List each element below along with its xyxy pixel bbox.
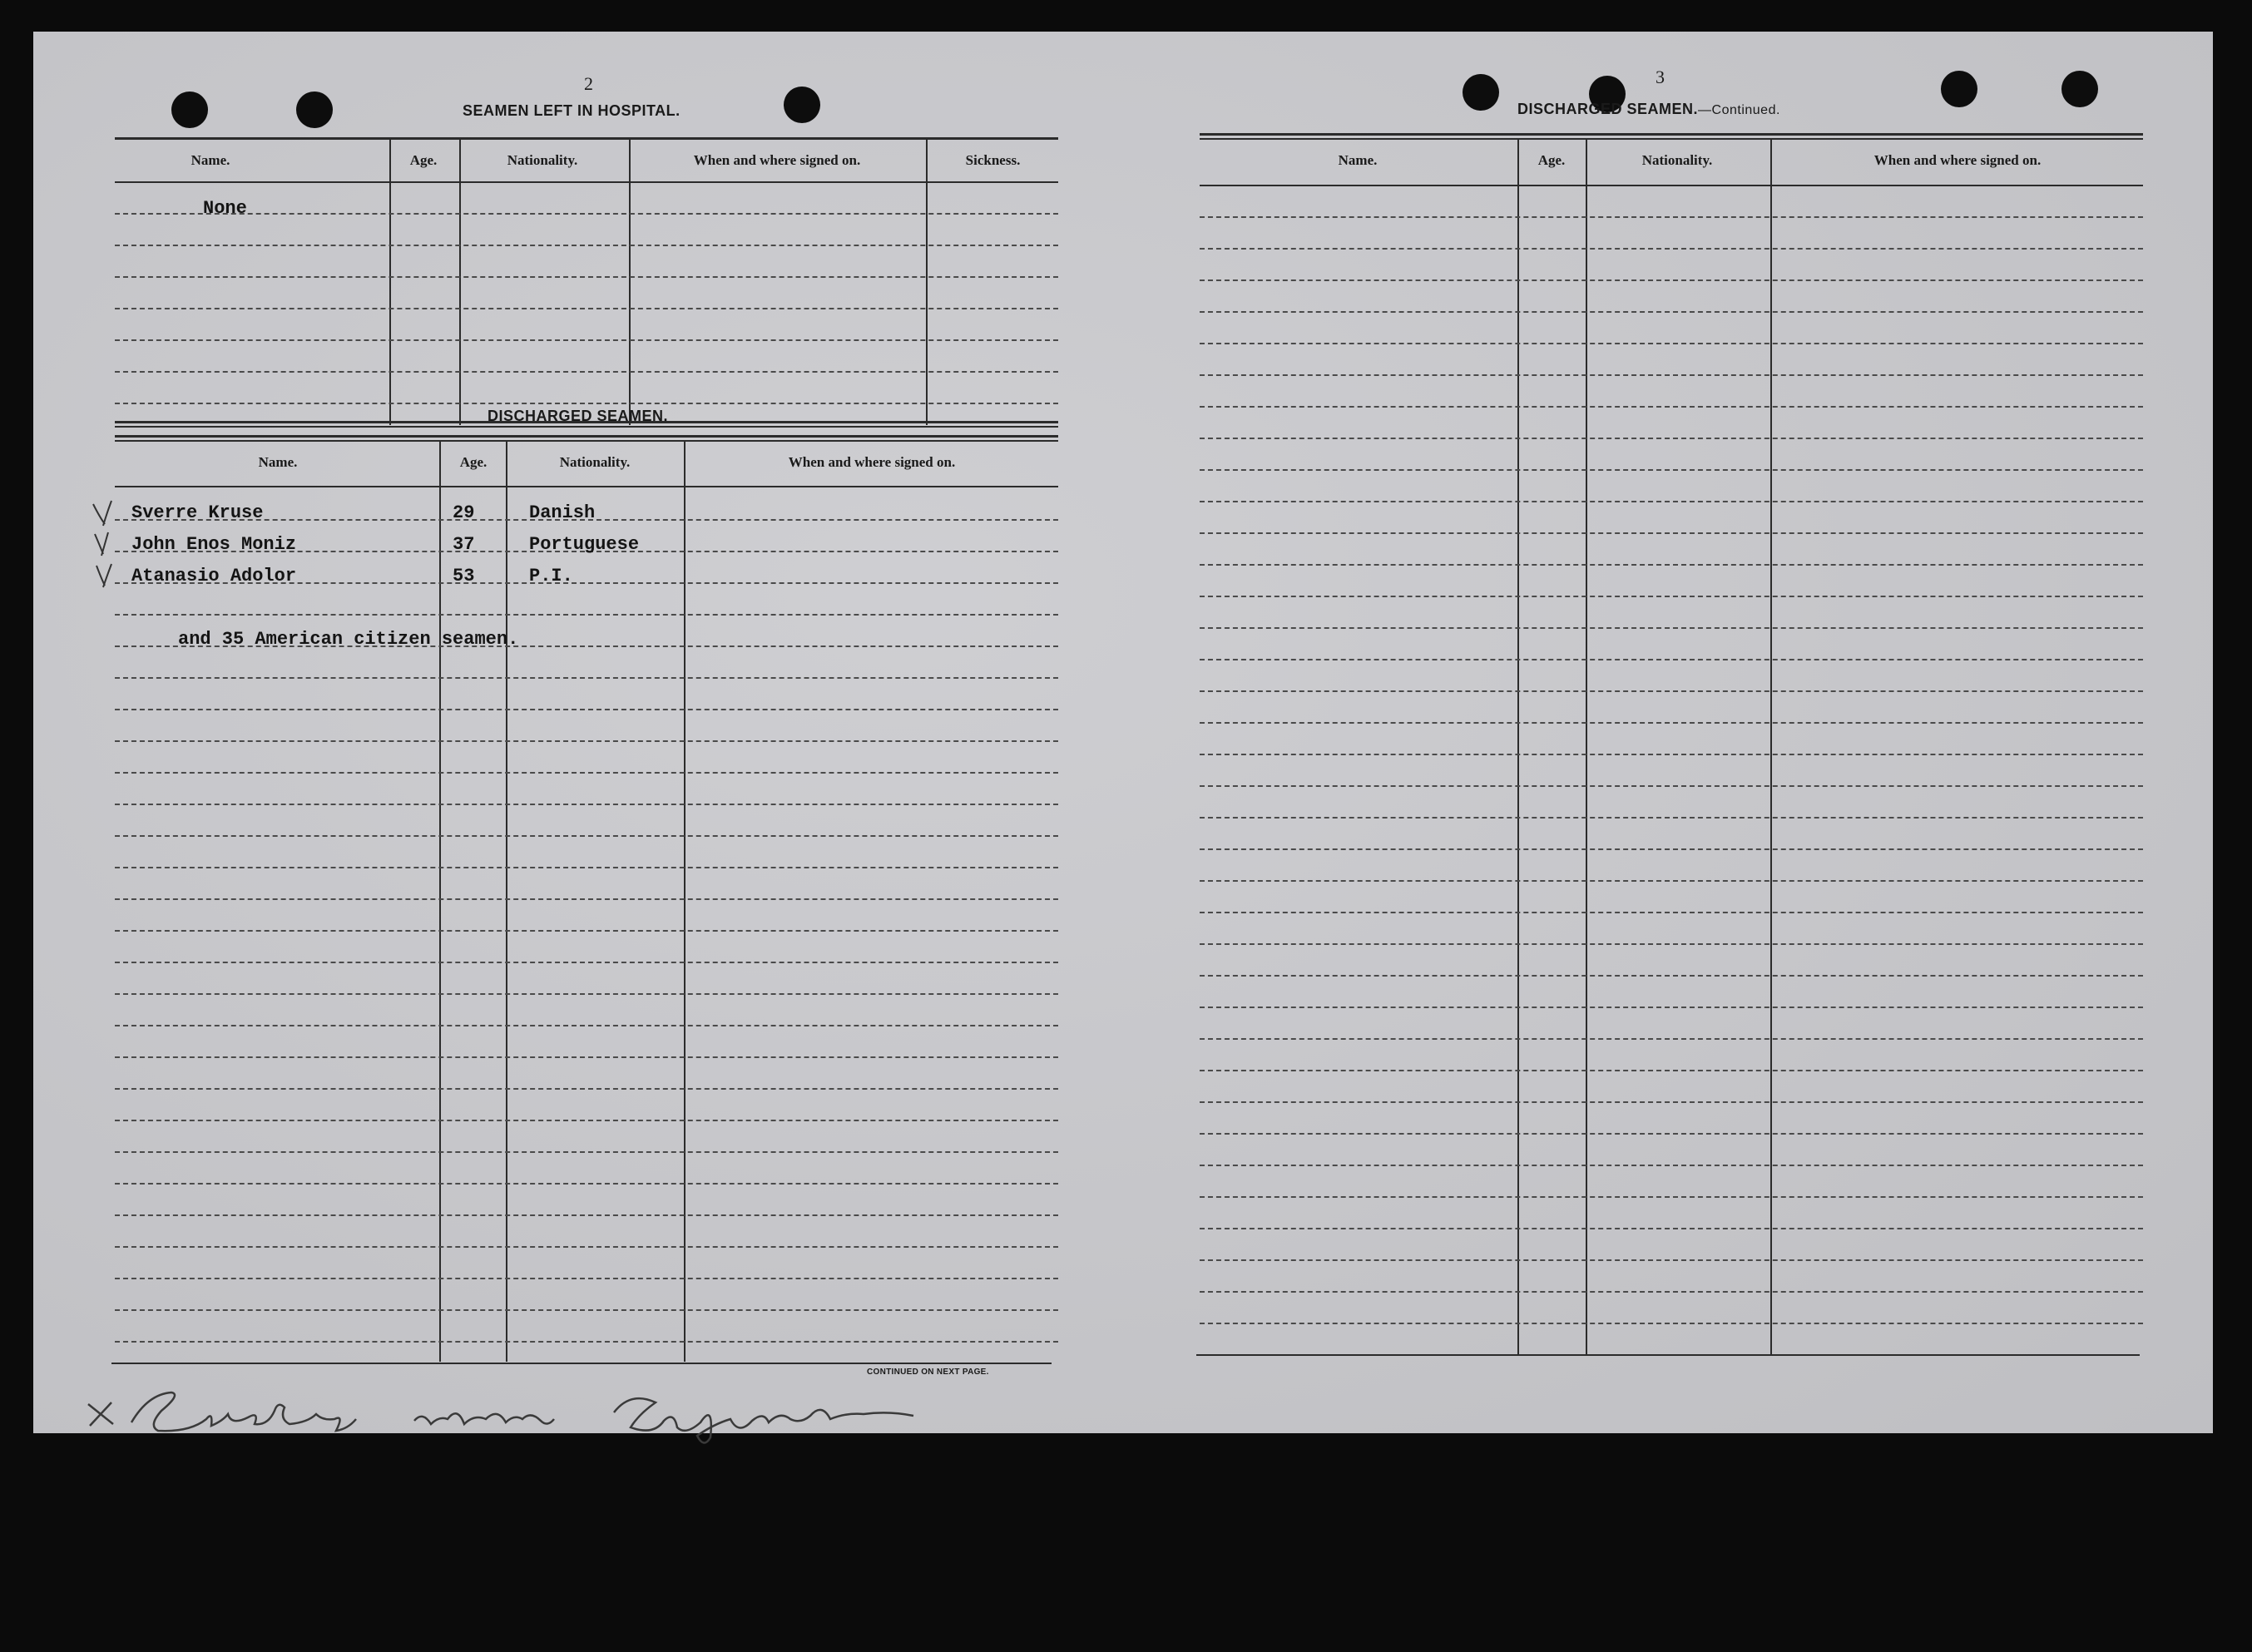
ruled-line xyxy=(1200,501,2143,502)
hospital-col-signed-on: When and where signed on. xyxy=(693,152,861,168)
seaman-age: 53 xyxy=(453,566,475,586)
rule xyxy=(1196,1354,2140,1356)
rule xyxy=(111,1363,1052,1364)
right-col-divider xyxy=(1586,138,1587,1354)
seaman-nationality: Danish xyxy=(529,502,596,523)
ruled-line xyxy=(115,962,1058,963)
right-col-divider xyxy=(1517,138,1519,1354)
ruled-line xyxy=(115,1214,1058,1216)
ruled-line xyxy=(1200,1196,2143,1198)
hospital-col-nationality: Nationality. xyxy=(507,152,578,168)
ruled-line xyxy=(1200,406,2143,408)
punch-hole xyxy=(2061,71,2098,107)
rule xyxy=(115,435,1058,438)
ruled-line xyxy=(1200,1101,2143,1103)
ruled-line xyxy=(1200,564,2143,566)
seaman-name: John Enos Moniz xyxy=(131,534,297,555)
right-page-number: 3 xyxy=(1656,67,1665,87)
american-seamen-note: and 35 American citizen seamen. xyxy=(178,629,519,650)
ruled-line xyxy=(115,740,1058,742)
ruled-line xyxy=(115,1246,1058,1248)
discharged-col-divider xyxy=(684,440,685,1362)
ruled-line xyxy=(1200,975,2143,977)
discharged-col-signed-on: When and where signed on. xyxy=(788,454,956,470)
ruled-line xyxy=(1200,659,2143,660)
ruled-line xyxy=(1200,722,2143,724)
ruled-line xyxy=(1200,1007,2143,1008)
ruled-line xyxy=(115,1183,1058,1185)
ruled-line xyxy=(115,339,1058,341)
ruled-line xyxy=(1200,848,2143,850)
ruled-line xyxy=(1200,943,2143,945)
right-col-divider xyxy=(1770,138,1772,1354)
hospital-col-name: Name. xyxy=(191,152,230,168)
right-section-title-main: DISCHARGED SEAMEN. xyxy=(1517,101,1699,117)
ruled-line xyxy=(115,1120,1058,1121)
ruled-line xyxy=(1200,596,2143,597)
right-col-age: Age. xyxy=(1537,152,1566,168)
right-col-name: Name. xyxy=(1338,152,1378,168)
rule xyxy=(115,426,1058,428)
ruled-line xyxy=(115,898,1058,900)
seaman-age: 29 xyxy=(453,502,475,523)
right-col-signed-on: When and where signed on. xyxy=(1873,152,2042,168)
ruled-line xyxy=(115,772,1058,774)
ruled-line xyxy=(1200,1323,2143,1324)
rule xyxy=(1200,185,2143,186)
hospital-col-sickness: Sickness. xyxy=(965,152,1021,168)
punch-hole xyxy=(784,87,820,123)
right-section-title xyxy=(1517,101,1780,118)
ruled-line xyxy=(115,804,1058,805)
ruled-line xyxy=(115,1025,1058,1026)
ruled-line xyxy=(115,835,1058,837)
ruled-line xyxy=(115,1278,1058,1279)
rule xyxy=(115,181,1058,183)
discharged-col-divider xyxy=(506,440,507,1362)
ruled-line xyxy=(1200,912,2143,913)
ruled-line xyxy=(1200,1228,2143,1229)
right-col-nationality: Nationality. xyxy=(1641,152,1713,168)
discharged-col-name: Name. xyxy=(258,454,298,470)
ruled-line xyxy=(115,308,1058,309)
ruled-line xyxy=(115,245,1058,246)
seaman-nationality: P.I. xyxy=(529,566,573,586)
ruled-line xyxy=(1200,785,2143,787)
rule xyxy=(1200,138,2143,140)
ruled-line xyxy=(115,1088,1058,1090)
punch-hole xyxy=(1941,71,1977,107)
ruled-line xyxy=(1200,279,2143,281)
ruled-line xyxy=(1200,311,2143,313)
rule xyxy=(115,137,1058,140)
ruled-line xyxy=(1200,1165,2143,1166)
ruled-line xyxy=(115,867,1058,868)
seaman-name: Atanasio Adolor xyxy=(131,566,297,586)
handwritten-note xyxy=(82,1377,997,1452)
ruled-line xyxy=(115,614,1058,616)
ruled-line xyxy=(1200,1133,2143,1135)
ruled-line xyxy=(115,677,1058,679)
ruled-line xyxy=(115,403,1058,404)
ruled-line xyxy=(115,1056,1058,1058)
hospital-col-divider xyxy=(629,137,631,425)
hospital-section-title: SEAMEN LEFT IN HOSPITAL. xyxy=(463,102,681,119)
seaman-name: Sverre Kruse xyxy=(131,502,264,523)
ruled-line xyxy=(1200,216,2143,218)
discharged-col-age: Age. xyxy=(459,454,488,470)
ruled-line xyxy=(115,993,1058,995)
ruled-line xyxy=(1200,880,2143,882)
punch-hole xyxy=(171,92,208,128)
discharged-col-nationality: Nationality. xyxy=(559,454,631,470)
rule xyxy=(115,486,1058,487)
ruled-line xyxy=(115,709,1058,710)
ruled-line xyxy=(1200,469,2143,471)
ruled-line xyxy=(1200,1291,2143,1293)
ruled-line xyxy=(115,930,1058,932)
hospital-entry: None xyxy=(203,198,247,219)
ruled-line xyxy=(1200,532,2143,534)
rule xyxy=(1200,133,2143,136)
ruled-line xyxy=(115,213,1058,215)
ruled-line xyxy=(1200,817,2143,819)
ruled-line xyxy=(115,1151,1058,1153)
ruled-line xyxy=(1200,248,2143,250)
rule xyxy=(115,440,1058,442)
ruled-line xyxy=(1200,754,2143,755)
ruled-line xyxy=(1200,1038,2143,1040)
punch-hole xyxy=(296,92,333,128)
left-page-number: 2 xyxy=(584,73,593,94)
hospital-col-divider xyxy=(926,137,928,425)
ruled-line xyxy=(115,1309,1058,1311)
ruled-line xyxy=(115,371,1058,373)
document-sheet xyxy=(33,32,2213,1433)
discharged-section-title: DISCHARGED SEAMEN. xyxy=(488,408,669,424)
ruled-line xyxy=(1200,343,2143,344)
ruled-line xyxy=(1200,1259,2143,1261)
hospital-col-divider xyxy=(459,137,461,425)
ruled-line xyxy=(115,1341,1058,1343)
right-section-title-suffix: —Continued. xyxy=(1698,103,1780,117)
ruled-line xyxy=(1200,690,2143,692)
seaman-nationality: Portuguese xyxy=(529,534,640,555)
hospital-col-divider xyxy=(389,137,391,425)
ruled-line xyxy=(1200,1070,2143,1071)
discharged-col-divider xyxy=(439,440,441,1362)
continued-note: CONTINUED ON NEXT PAGE. xyxy=(867,1368,989,1377)
ruled-line xyxy=(1200,627,2143,629)
ruled-line xyxy=(115,276,1058,278)
ruled-line xyxy=(1200,374,2143,376)
ruled-line xyxy=(1200,438,2143,439)
punch-hole xyxy=(1463,74,1499,111)
check-mark-icon xyxy=(88,499,121,607)
seaman-age: 37 xyxy=(453,534,475,555)
hospital-col-age: Age. xyxy=(409,152,438,168)
